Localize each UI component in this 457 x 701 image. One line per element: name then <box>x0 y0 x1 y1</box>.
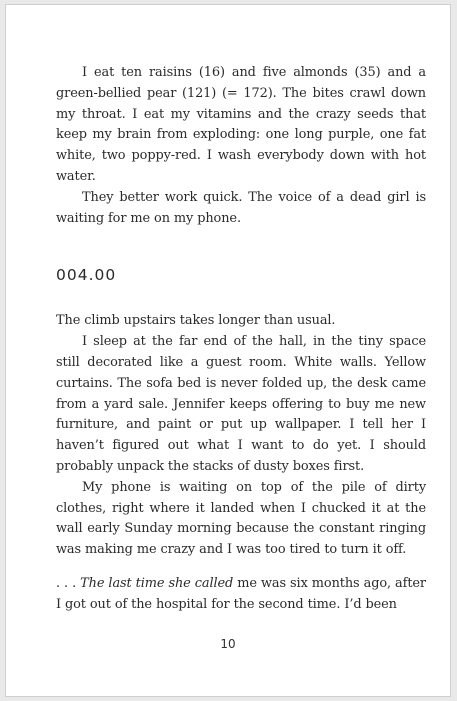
paragraph: They better work quick. The voice of a dead girl is waiting for me on my phone. <box>56 189 426 226</box>
section-heading: 004.00 <box>56 266 117 285</box>
body-text <box>56 63 426 616</box>
italic-phrase: The last time she called <box>80 575 234 591</box>
paragraph: I eat ten raisins (16) and five almonds (35) and a green-bellied pear (121) (= 172). The bites crawl down my throat. I eat my vitamins and the crazy seeds that keep my brain from exploding: one long purple, one fat white, two poppy-red. I wash everybody down with hot water. <box>56 65 426 184</box>
paragraph <box>56 574 426 616</box>
paragraph: My phone is waiting on top of the pile of dirty clothes, right where it landed when I chucked it at the wall early Sunday morning because the constant ringing was making me crazy and I was too tired to turn it off. <box>56 479 426 558</box>
book-page <box>5 4 451 697</box>
ellipsis: . . . <box>56 575 81 591</box>
paragraph: The climb upstairs takes longer than usual. <box>56 313 336 329</box>
paragraph: I sleep at the far end of the hall, in the tiny space still decorated like a guest room. White walls. Yellow curtains. The sofa bed is never folded up, the desk came from a yard sale. Jennifer keeps offering to buy me new furniture, and paint or put up wallpaper. I tell her I haven’t figured out what I want to do yet. I should probably unpack the stacks of dusty boxes first. <box>56 334 426 474</box>
paragraph-rest: me was six months ago, after I got out of the hospital for the second time. I’d been <box>56 575 426 612</box>
page-number: 10 <box>220 637 236 651</box>
section-break <box>56 561 426 574</box>
